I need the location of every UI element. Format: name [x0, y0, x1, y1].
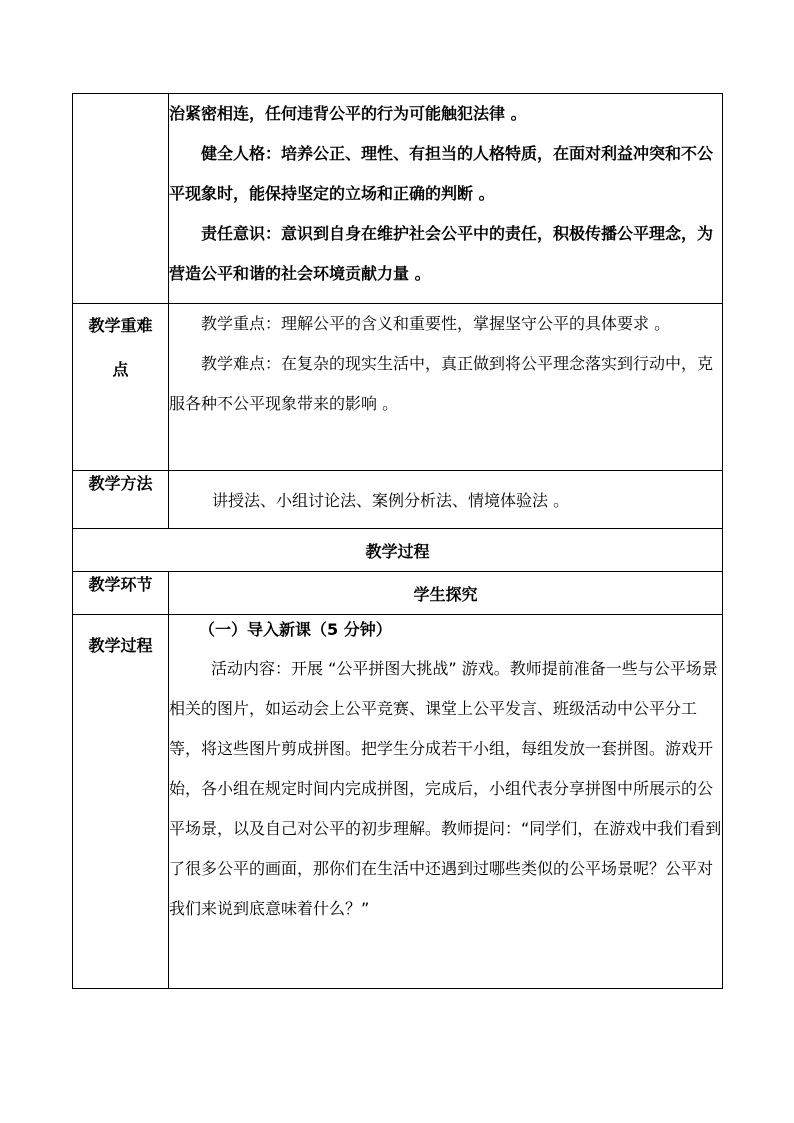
key-points-label	[73, 304, 169, 471]
objectives-content-cell	[169, 94, 723, 304]
objectives-row	[73, 94, 723, 304]
process-heading: （一）导入新课（5 分钟）	[199, 620, 392, 639]
key-points-label-text: 教学重难点	[88, 316, 153, 379]
process-label: 教学过程	[73, 615, 169, 989]
process-content-cell	[169, 615, 723, 989]
key-points-content-cell	[169, 304, 723, 471]
methods-row	[73, 471, 723, 529]
lesson-plan-table	[72, 93, 723, 989]
process-activity: 活动内容：开展 “公平拼图大挑战” 游戏。教师提前准备一些与公平场景相关的图片，如运动会上公平竞赛、课堂上公平发言、班级活动中公平分工等，将这些图片剪成拼图。把学生分成若干小组，每组发放一套拼图。游戏开始，各小组在规定时间内完成拼图，完成后，小组代表分享拼图中所展示的公平场景，以及自己对公平的初步理解。教师提问：“同学们，在游戏中我们看到了很多公平的画面，那你们在生活中还遇到过哪些类似的公平场景呢？公平对我们来说到底意味着什么？”	[169, 659, 722, 918]
methods-text: 讲授法、小组讨论法、案例分析法、情境体验法 。	[169, 471, 723, 529]
objectives-paragraph-3: 责任意识：意识到自身在维护社会公平中的责任，积极传播公平理念，为营造公平和谐的社会环境贡献力量 。	[169, 224, 714, 283]
objectives-label-cell	[73, 94, 169, 304]
process-header-row	[73, 529, 723, 572]
process-header: 教学过程	[73, 529, 723, 572]
key-point-focus: 教学重点：理解公平的含义和重要性，掌握坚守公平的具体要求 。	[201, 314, 671, 333]
objectives-paragraph-2: 健全人格：培养公正、理性、有担当的人格特质，在面对利益冲突和不公平现象时，能保持坚定的立场和正确的判断 。	[169, 144, 714, 203]
stage-value: 学生探究	[169, 572, 723, 615]
key-points-row	[73, 304, 723, 471]
process-row	[73, 615, 723, 989]
stage-label: 教学环节	[73, 572, 169, 615]
objectives-paragraph-1: 治紧密相连，任何违背公平的行为可能触犯法律 。	[169, 104, 527, 123]
methods-label: 教学方法	[73, 471, 169, 529]
key-point-difficulty: 教学难点：在复杂的现实生活中，真正做到将公平理念落实到行动中，克服各种不公平现象带来的影响 。	[169, 354, 714, 413]
stage-row	[73, 572, 723, 615]
